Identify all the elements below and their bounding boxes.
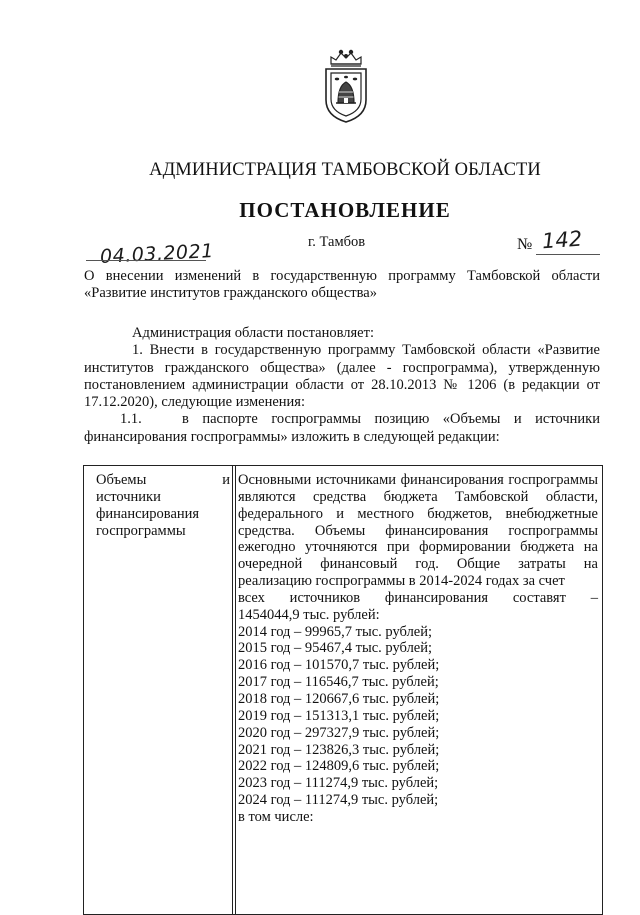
table-divider [232,466,233,914]
table-divider-inner [235,466,236,914]
document-subject: О внесении изменений в государственную программу Тамбовской области «Развитие институтов гражданского общества» [84,268,600,301]
year-2021: 2021 год – 123826,3 тыс. рублей; [238,741,440,758]
year-2018: 2018 год – 120667,6 тыс. рублей; [238,690,440,707]
handwritten-number: 142 [541,226,583,254]
date-underline [86,260,206,261]
left-cell-rest: источники финансирования госпрограммы [96,489,200,539]
item-1-paragraph: 1. Внести в государственную программу Тамбовской области «Развитие институтов гражданского общества» (далее - госпрограмма), утвержденную постановлением администрации области от 28.10.2013 № 1206 (в редакции от 17.12.2020), следующие изменения: [84,342,600,411]
item-1-1-text-start: в паспорте госпрограммы позицию «Объемы и источники [182,411,600,428]
organization-name: АДМИНИСТРАЦИЯ ТАМБОВСКОЙ ОБЛАСТИ [149,160,541,180]
all-sources-line: всех источников финансирования составят – [238,589,598,606]
left-cell-conjunction: и [222,472,230,488]
table-right-cell [238,472,598,826]
total-amount: 1454044,9 тыс. рублей: [238,606,380,623]
number-sign: № [517,236,533,253]
year-2020: 2020 год – 297327,9 тыс. рублей; [238,724,440,741]
handwritten-date: 04.03.2021 [99,240,215,268]
document-body [84,325,600,446]
left-cell-first-word: Объемы [96,472,147,488]
document-type-title: ПОСТАНОВЛЕНИЕ [239,198,451,222]
item-1-1-first-line [84,411,600,428]
city-label: г. Тамбов [308,234,366,250]
year-2016: 2016 год – 101570,7 тыс. рублей; [238,657,440,674]
coat-of-arms-emblem [317,48,375,124]
year-2017: 2017 год – 116546,7 тыс. рублей; [238,674,439,691]
year-2022: 2022 год – 124809,6 тыс. рублей; [238,758,440,775]
year-2023: 2023 год – 111274,9 тыс. рублей; [238,775,439,792]
intro-paragraph: Администрация области постановляет: [132,325,374,341]
financing-table [83,465,603,915]
table-left-cell [96,472,230,540]
financing-intro-text: Основными источниками финансирования госпрограммы являются средства бюджета Тамбовской области, федерального и местного бюджетов, внебюджетные средства. Объемы финансирования госпрограммы ежегодно уточняются при формировании бюджета на очередной финансовый год. Общие затраты на реализацию госпрограммы в 2014-2024 годах за счет [238,472,598,590]
including-label: в том числе: [238,808,314,825]
item-1-1-number: 1.1. [120,411,142,428]
item-1-1-text-rest: финансирования госпрограммы» изложить в следующей редакции: [84,428,500,445]
number-underline [536,254,600,255]
year-2015: 2015 год – 95467,4 тыс. рублей; [238,640,433,657]
left-cell-first-line [96,472,230,489]
year-2014: 2014 год – 99965,7 тыс. рублей; [238,623,433,640]
year-2019: 2019 год – 151313,1 тыс. рублей; [238,707,440,724]
year-2024: 2024 год – 111274,9 тыс. рублей; [238,792,439,809]
